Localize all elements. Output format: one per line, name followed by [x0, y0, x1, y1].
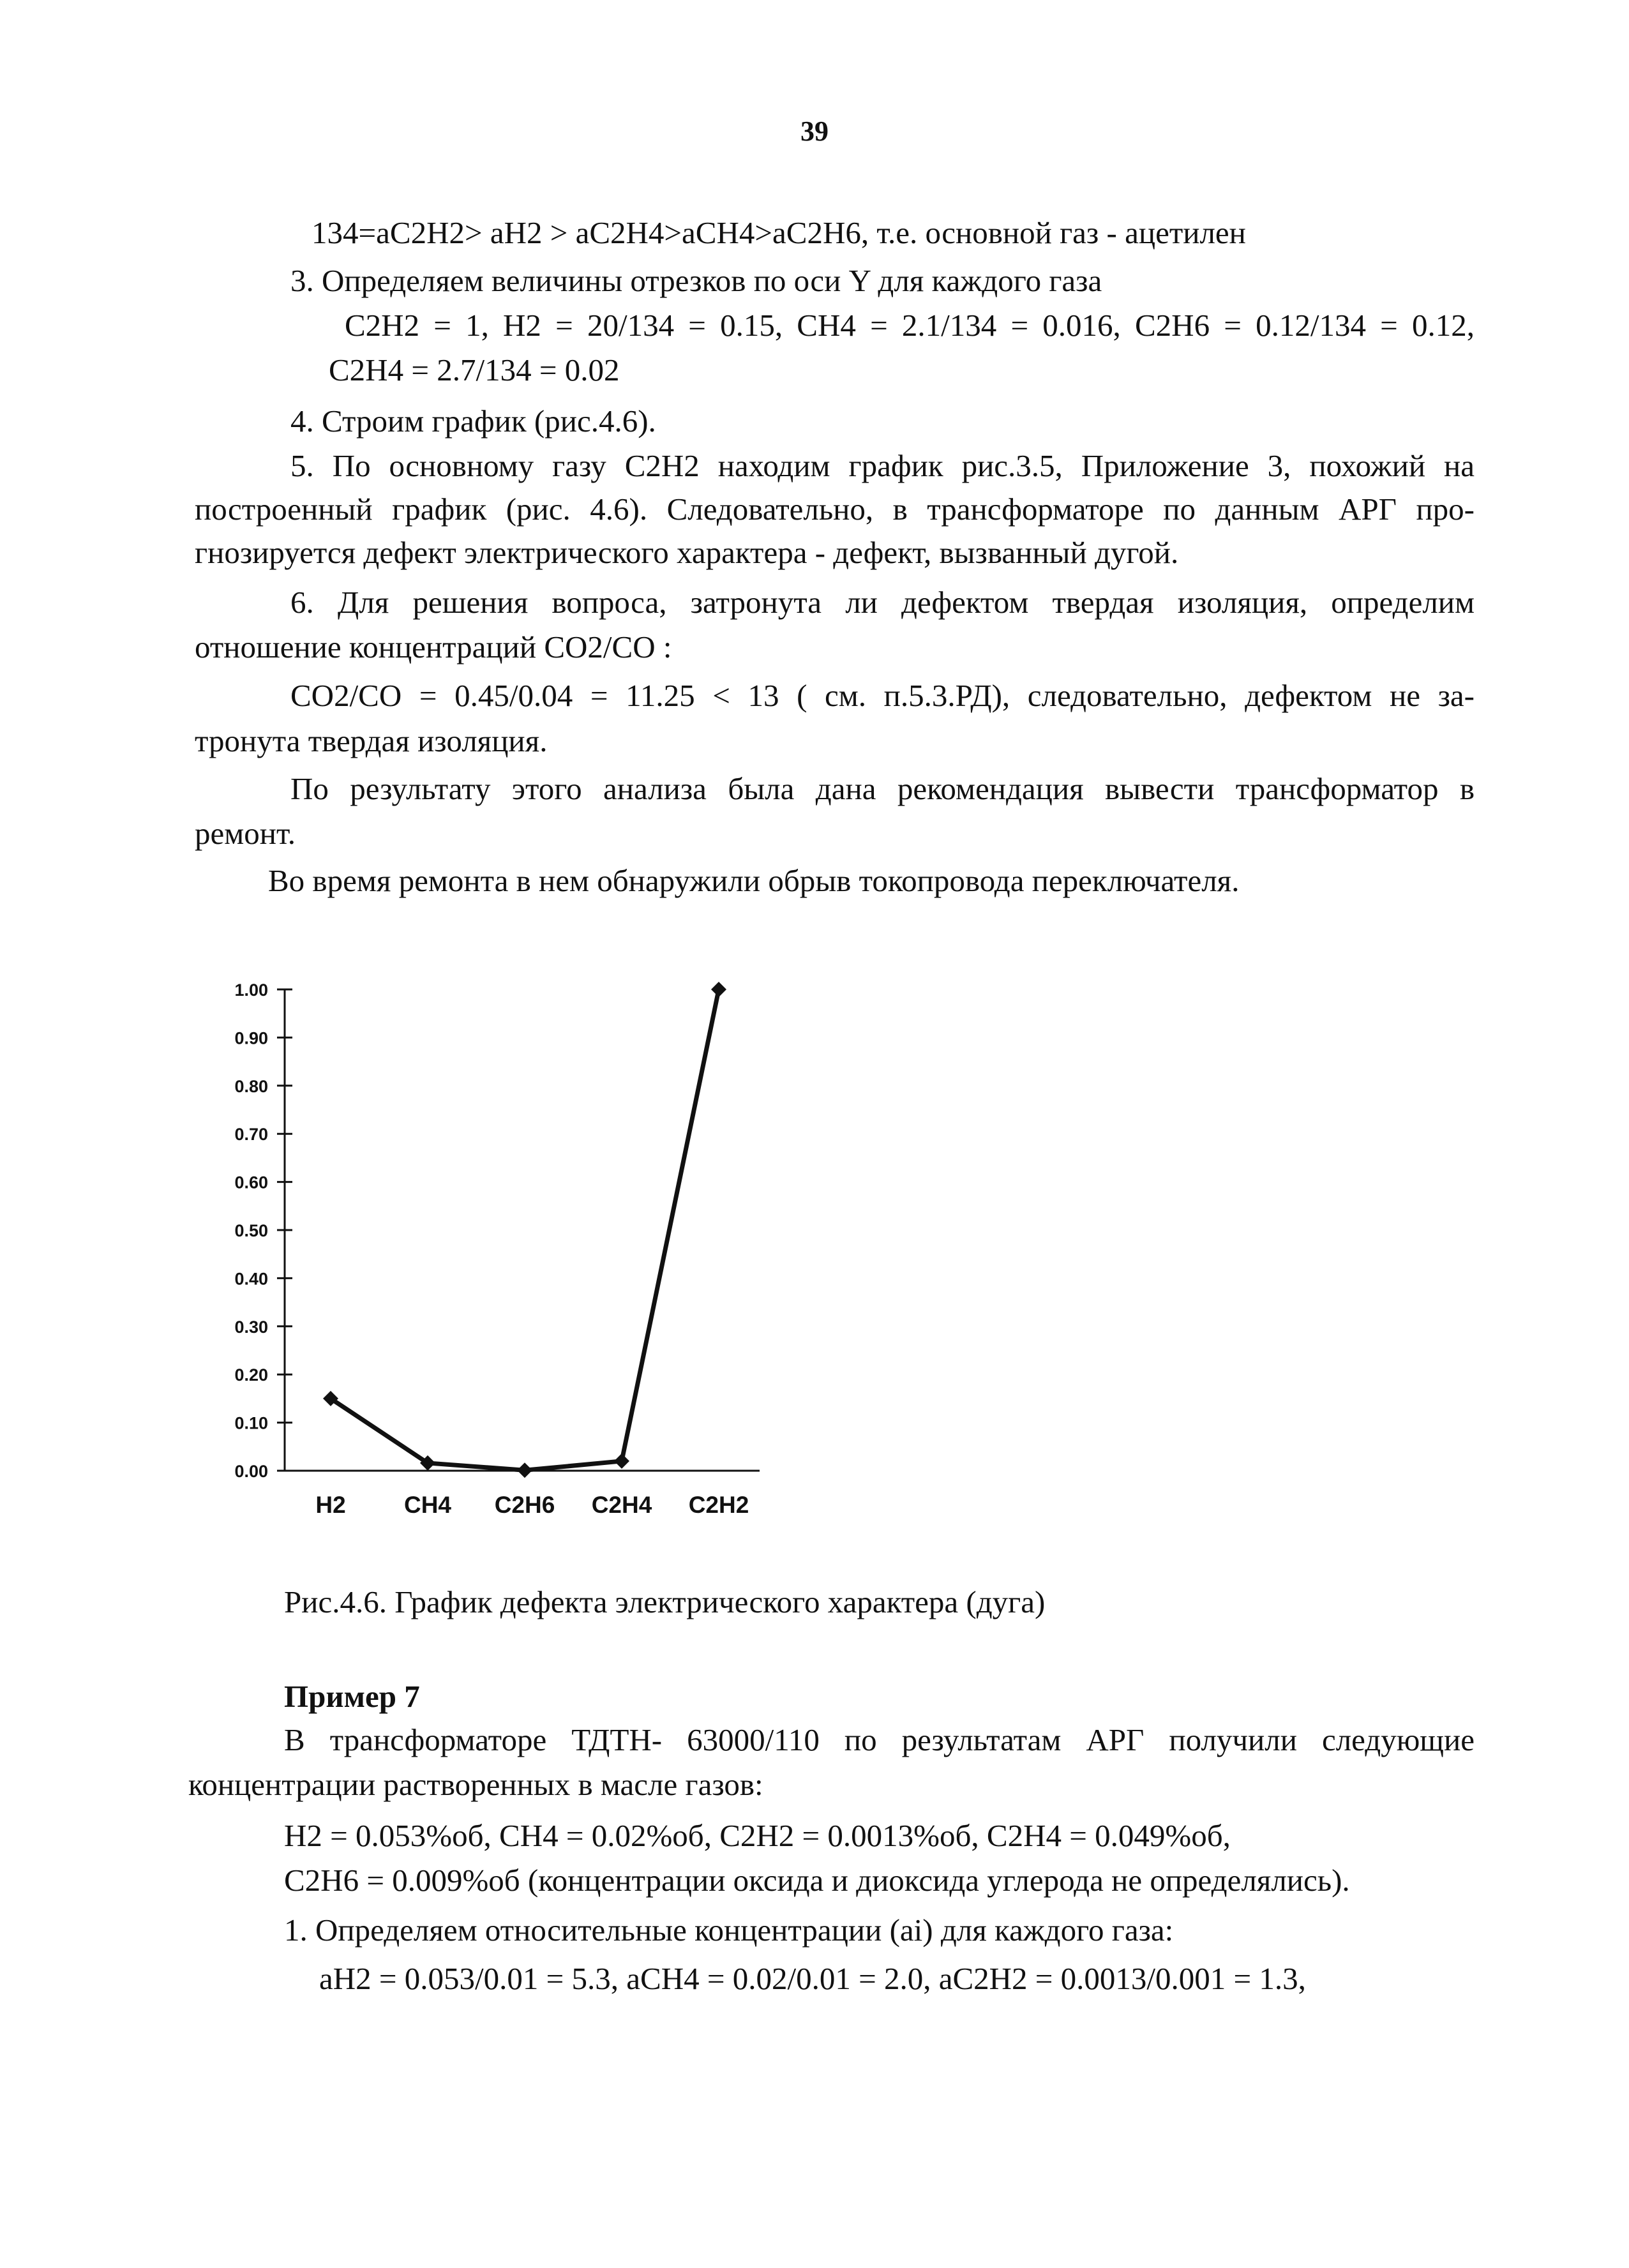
y-tick-label: 0.00	[234, 1462, 268, 1481]
text-line-16: В трансформаторе ТДТН- 63000/110 по результатам АРГ получили следующие	[284, 1722, 1475, 1757]
y-tick-label: 0.70	[234, 1125, 268, 1145]
text-line-13: По результату этого анализа была дана рекомендация вывести трансформатор в	[290, 771, 1475, 806]
text-line-17: концентрации растворенных в масле газов:	[188, 1767, 763, 1802]
text-line-21: aH2 = 0.053/0.01 = 5.3, aCH4 = 0.02/0.01 = 2.0, aC2H2 = 0.0013/0.001 = 1.3,	[319, 1961, 1306, 1996]
y-tick-label: 0.90	[234, 1028, 268, 1048]
text-line-15: Во время ремонта в нем обнаружили обрыв токопровода переключателя.	[268, 863, 1240, 898]
text-line-5: 4. Строим график (рис.4.6).	[290, 403, 656, 439]
text-line-18: H2 = 0.053%об, CH4 = 0.02%об, C2H2 = 0.0013%об, C2H4 = 0.049%об,	[284, 1818, 1231, 1853]
text-line-14: ремонт.	[195, 816, 296, 851]
text-line-2: 3. Определяем величины отрезков по оси Y для каждого газа	[290, 263, 1102, 298]
data-point-c2h6	[517, 1462, 532, 1478]
text-line-1: 134=aC2H2> aH2 > aC2H4>aCH4>aC2H6, т.е. основной газ - ацетилен	[312, 215, 1246, 250]
text-line-19: C2H6 = 0.009%об (концентрации оксида и диоксида углерода не определялись).	[284, 1863, 1350, 1898]
series-line	[331, 989, 719, 1470]
defect-line-chart	[191, 958, 804, 1532]
text-line-7: построенный график (рис. 4.6). Следовательно, в трансформаторе по данным АРГ про-	[195, 492, 1475, 527]
y-tick-label: 0.30	[234, 1317, 268, 1337]
text-line-20: 1. Определяем относительные концентрации (ai) для каждого газа:	[284, 1912, 1174, 1948]
text-line-10: отношение концентраций CO2/CO :	[195, 629, 672, 665]
text-line-11: CO2/CO = 0.45/0.04 = 11.25 < 13 ( см. п.5.3.РД), следовательно, дефектом не за-	[290, 678, 1475, 713]
data-point-c2h4	[614, 1453, 629, 1469]
text-line-3: C2H2 = 1, H2 = 20/134 = 0.15, CH4 = 2.1/134 = 0.016, C2H6 = 0.12/134 = 0.12,	[345, 308, 1475, 343]
y-tick-label: 1.00	[234, 980, 268, 1000]
text-line-12: тронута твердая изоляция.	[195, 723, 548, 758]
x-category-label: CH4	[403, 1492, 452, 1518]
x-category-label: C2H4	[591, 1492, 652, 1518]
data-point-c2h2	[711, 982, 726, 997]
y-tick-label: 0.50	[234, 1221, 268, 1240]
y-tick-label: 0.40	[234, 1269, 268, 1289]
y-tick-label: 0.10	[234, 1413, 268, 1433]
text-line-9: 6. Для решения вопроса, затронута ли дефектом твердая изоляция, определим	[290, 585, 1475, 620]
x-category-label: H2	[315, 1492, 346, 1518]
x-category-label: C2H2	[688, 1492, 749, 1518]
page-number: 39	[800, 116, 829, 147]
text-line-8: гнозируется дефект электрического характера - дефект, вызванный дугой.	[195, 535, 1179, 570]
text-line-4: C2H4 = 2.7/134 = 0.02	[329, 352, 620, 387]
figure-caption: Рис.4.6. График дефекта электрического характера (дуга)	[284, 1584, 1046, 1619]
y-tick-label: 0.60	[234, 1173, 268, 1192]
example-title: Пример 7	[284, 1679, 420, 1714]
y-tick-label: 0.20	[234, 1365, 268, 1385]
x-category-label: C2H6	[494, 1492, 555, 1518]
text-line-6: 5. По основному газу C2H2 находим график рис.3.5, Приложение 3, похожий на	[290, 448, 1475, 483]
y-tick-label: 0.80	[234, 1076, 268, 1096]
